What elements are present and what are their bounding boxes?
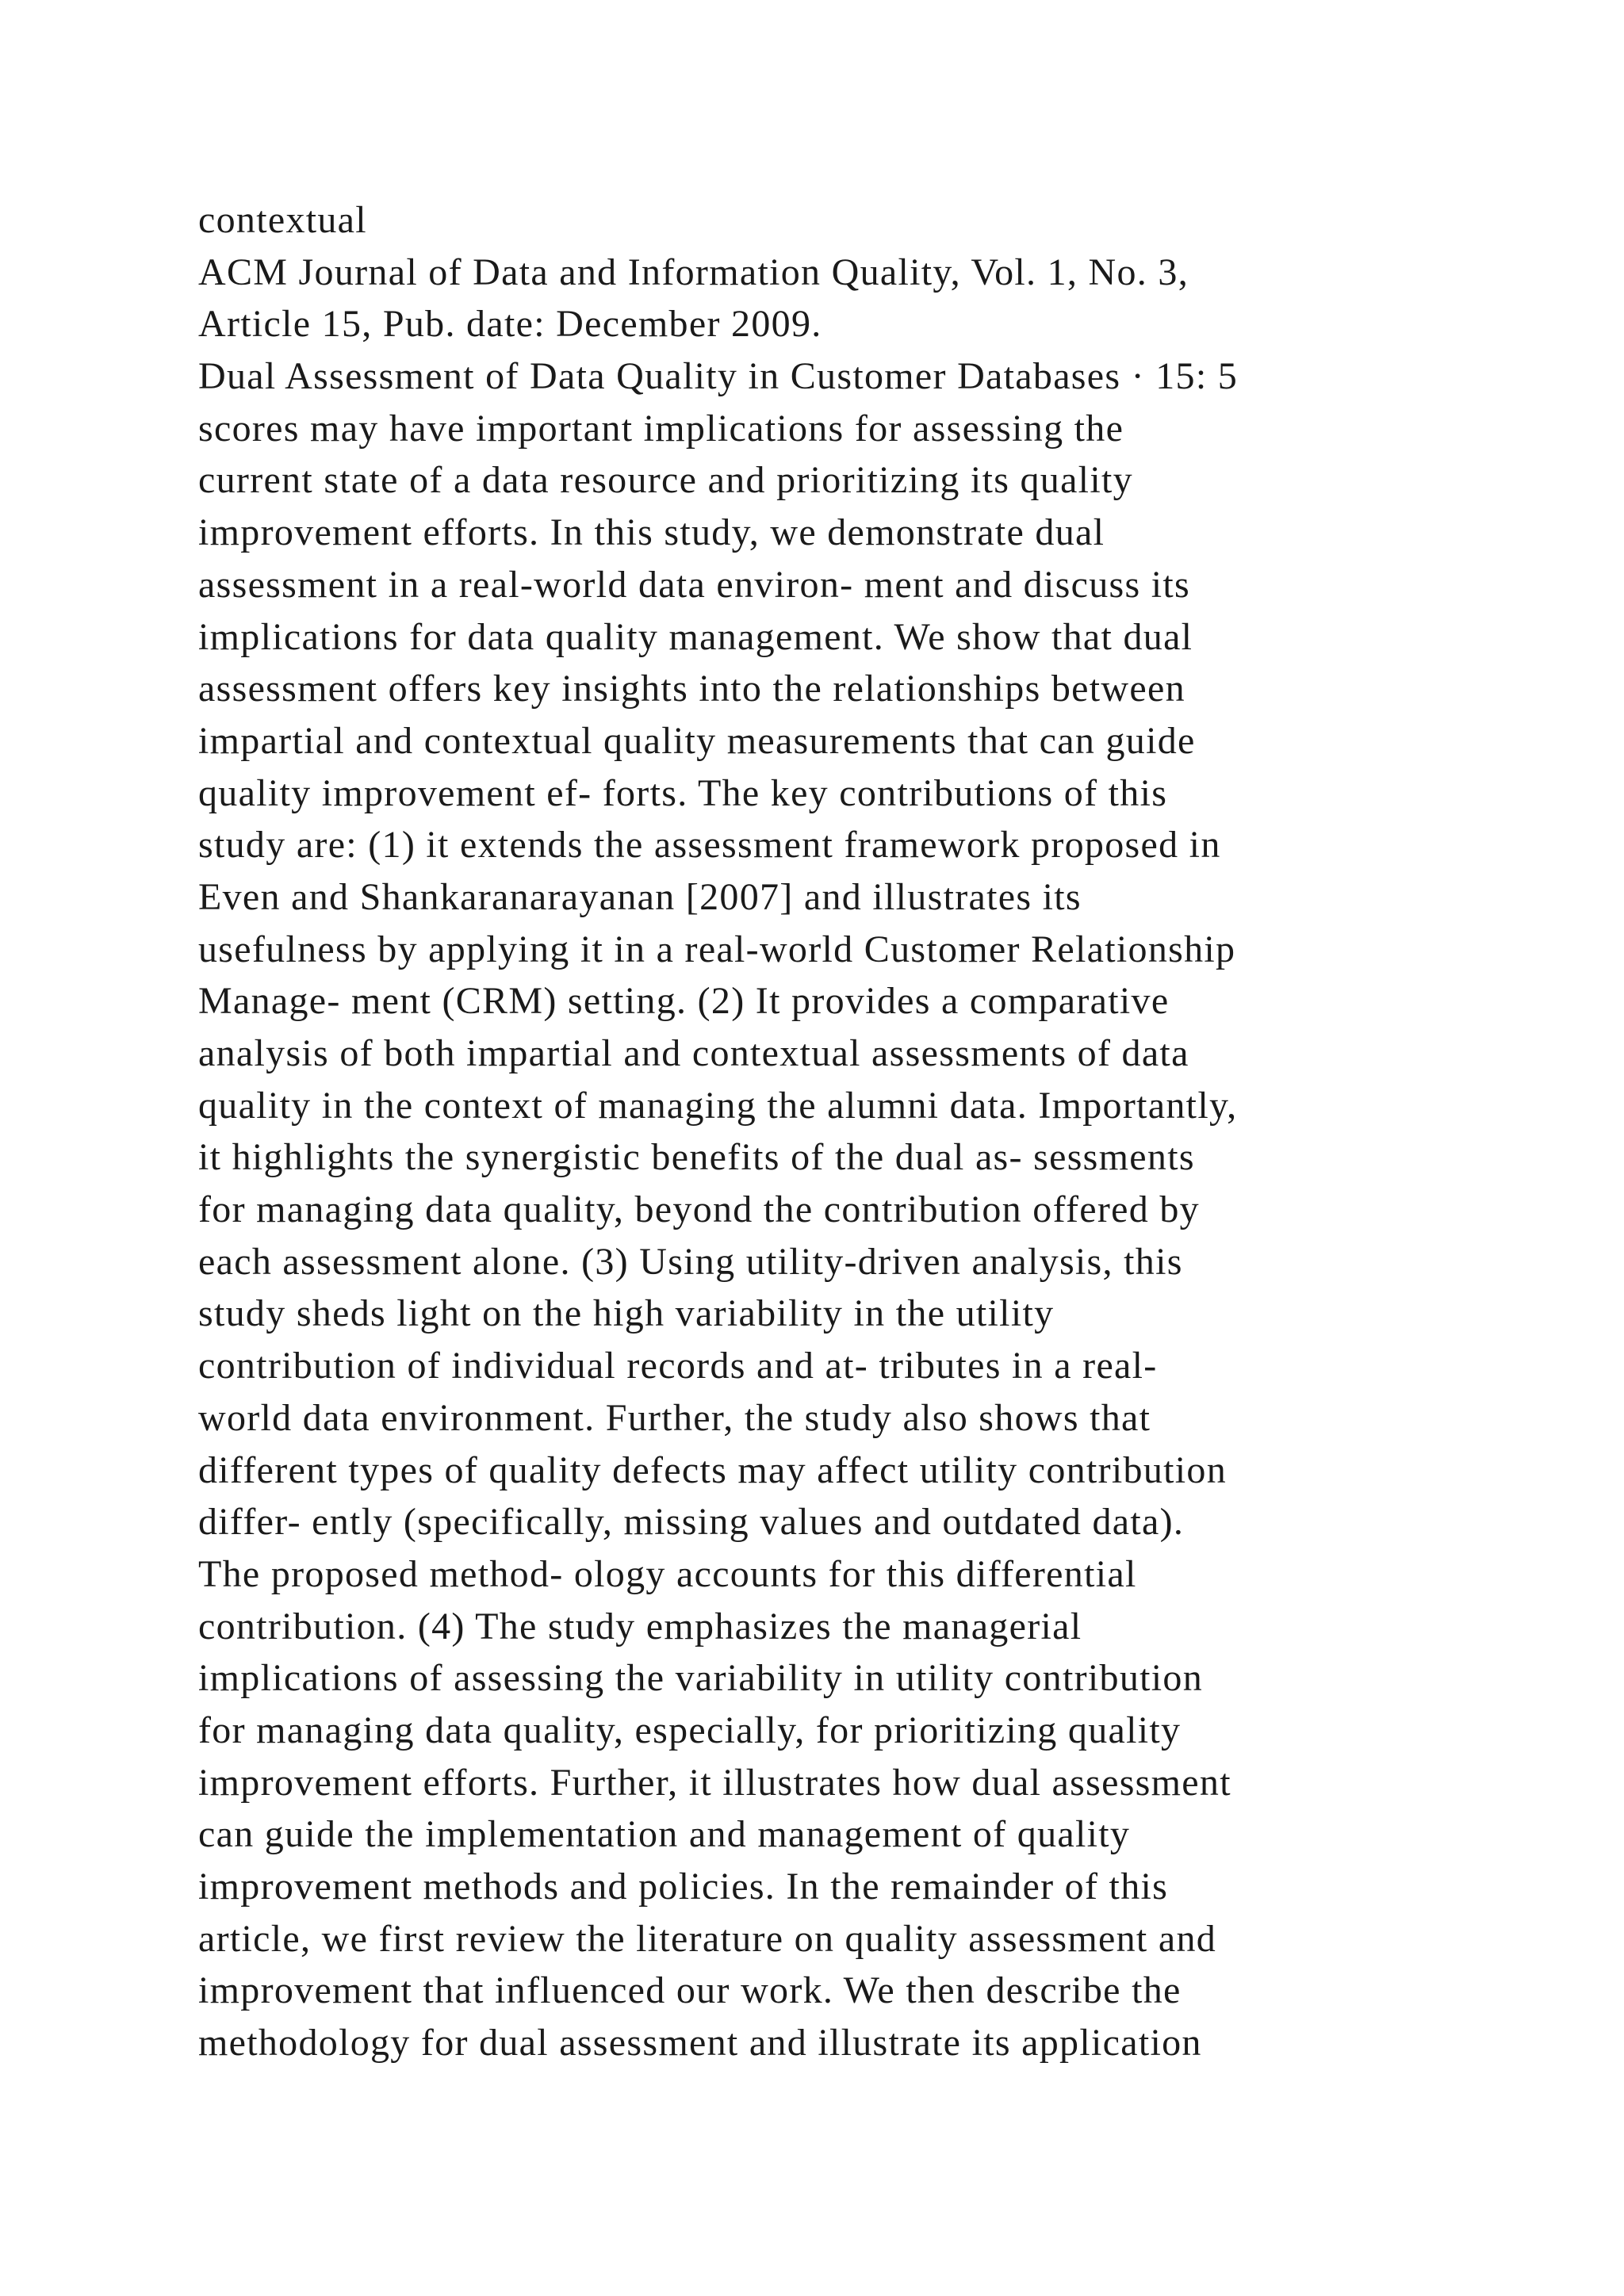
text-line: Dual Assessment of Data Quality in Customer Databases · 15: 5 <box>198 355 1239 398</box>
text-line: implications of assessing the variability in utility contribution <box>198 1657 1204 1700</box>
text-line: impartial and contextual quality measurements that can guide <box>198 719 1196 762</box>
text-line: article, we first review the literature on quality assessment and <box>198 1917 1217 1960</box>
text-line: improvement methods and policies. In the remainder of this <box>198 1866 1169 1908</box>
text-line: improvement efforts. Further, it illustrates how dual assessment <box>198 1761 1231 1804</box>
text-line: Even and Shankaranarayanan [2007] and illustrates its <box>198 875 1082 918</box>
text-line: assessment in a real-world data environ- ment and discuss its <box>198 563 1191 606</box>
text-line: can guide the implementation and management of quality <box>198 1813 1131 1856</box>
text-line: it highlights the synergistic benefits of the dual as- sessments <box>198 1136 1195 1179</box>
text-line: analysis of both impartial and contextual assessments of data <box>198 1032 1189 1074</box>
text-line: methodology for dual assessment and illustrate its application <box>198 2022 1202 2064</box>
text-line: contribution. (4) The study emphasizes the managerial <box>198 1605 1082 1647</box>
text-line: each assessment alone. (3) Using utility-driven analysis, this <box>198 1240 1183 1283</box>
text-line: usefulness by applying it in a real-world Customer Relationship <box>198 928 1236 970</box>
text-line: study sheds light on the high variability in the utility <box>198 1292 1055 1335</box>
text-line: current state of a data resource and prioritizing its quality <box>198 459 1133 502</box>
text-line: quality improvement ef- forts. The key contributions of this <box>198 771 1168 814</box>
text-line: Article 15, Pub. date: December 2009. <box>198 303 822 346</box>
text-line: quality in the context of managing the alumni data. Importantly, <box>198 1084 1238 1127</box>
text-line: implications for data quality management. We show that dual <box>198 615 1193 658</box>
text-line: ACM Journal of Data and Information Quality, Vol. 1, No. 3, <box>198 251 1189 293</box>
text-line: different types of quality defects may affect utility contribution <box>198 1448 1228 1491</box>
body-text <box>198 194 1507 2069</box>
text-line: scores may have important implications for assessing the <box>198 407 1124 450</box>
text-line: The proposed method- ology accounts for this differential <box>198 1552 1137 1595</box>
text-line: study are: (1) it extends the assessment framework proposed in <box>198 824 1221 867</box>
text-line: improvement efforts. In this study, we demonstrate dual <box>198 511 1105 554</box>
text-line: contribution of individual records and at- tributes in a real- <box>198 1345 1158 1387</box>
text-line: world data environment. Further, the study also shows that <box>198 1396 1151 1439</box>
text-line: contextual <box>198 199 367 241</box>
text-line: improvement that influenced our work. We then describe the <box>198 1969 1182 2012</box>
text-line: Manage- ment (CRM) setting. (2) It provides a comparative <box>198 980 1170 1023</box>
text-line: for managing data quality, especially, for prioritizing quality <box>198 1709 1182 1751</box>
text-line: assessment offers key insights into the relationships between <box>198 668 1185 710</box>
text-line: for managing data quality, beyond the contribution offered by <box>198 1188 1200 1231</box>
text-line: differ- ently (specifically, missing values and outdated data). <box>198 1501 1185 1544</box>
